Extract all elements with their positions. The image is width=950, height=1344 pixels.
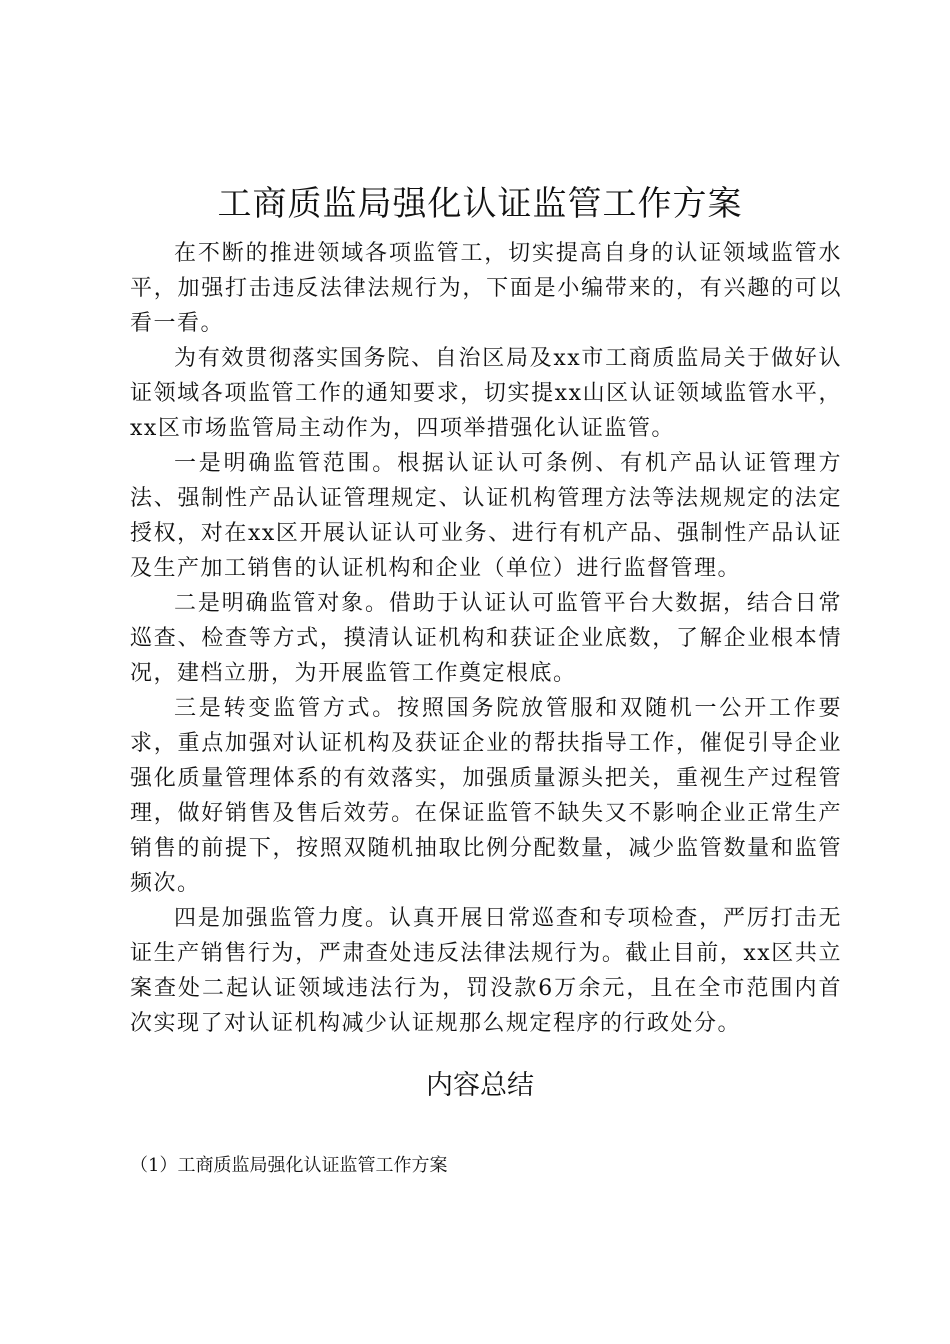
- paragraph-intro: 在不断的推进领域各项监管工，切实提高自身的认证领域监管水平，加强打击违反法律法规行为，下面是小编带来的，有兴趣的可以看一看。: [130, 241, 842, 336]
- paragraph-measure-4: 四是加强监管力度。认真开展日常巡查和专项检查，严厉打击无证生产销售行为，严肃查处违反法律法规行为。截止目前，xx区共立案查处二起认证领域违法行为，罚没款6万余元，且在全市范围内首次实现了对认证机构减少认证规那么规定程序的行政处分。: [130, 906, 842, 1036]
- summary-heading: 内容总结: [426, 1070, 534, 1101]
- document-body: [130, 236, 842, 1041]
- paragraph-measure-3: 三是转变监管方式。按照国务院放管服和双随机一公开工作要求，重点加强对认证机构及获证企业的帮扶指导工作，催促引导企业强化质量管理体系的有效落实，加强质量源头把关，重视生产过程管理，做好销售及售后效劳。在保证监管不缺失又不影响企业正常生产销售的前提下，按照双随机抽取比例分配数量，减少监管数量和监管频次。: [130, 696, 842, 896]
- paragraph-background: 为有效贯彻落实国务院、自治区局及xx市工商质监局关于做好认证领域各项监管工作的通知要求，切实提xx山区认证领域监管水平，xx区市场监管局主动作为，四项举措强化认证监管。: [130, 346, 842, 441]
- document-title: 工商质监局强化认证监管工作方案: [217, 184, 743, 224]
- paragraph-measure-2: 二是明确监管对象。借助于认证认可监管平台大数据，结合日常巡查、检查等方式，摸清认证机构和获证企业底数，了解企业根本情况，建档立册，为开展监管工作奠定根底。: [130, 591, 842, 686]
- summary-item: （1）工商质监局强化认证监管工作方案: [130, 1155, 448, 1176]
- paragraph-measure-1: 一是明确监管范围。根据认证认可条例、有机产品认证管理方法、强制性产品认证管理规定、认证机构管理方法等法规规定的法定授权，对在xx区开展认证认可业务、进行有机产品、强制性产品认证及生产加工销售的认证机构和企业（单位）进行监督管理。: [130, 451, 842, 581]
